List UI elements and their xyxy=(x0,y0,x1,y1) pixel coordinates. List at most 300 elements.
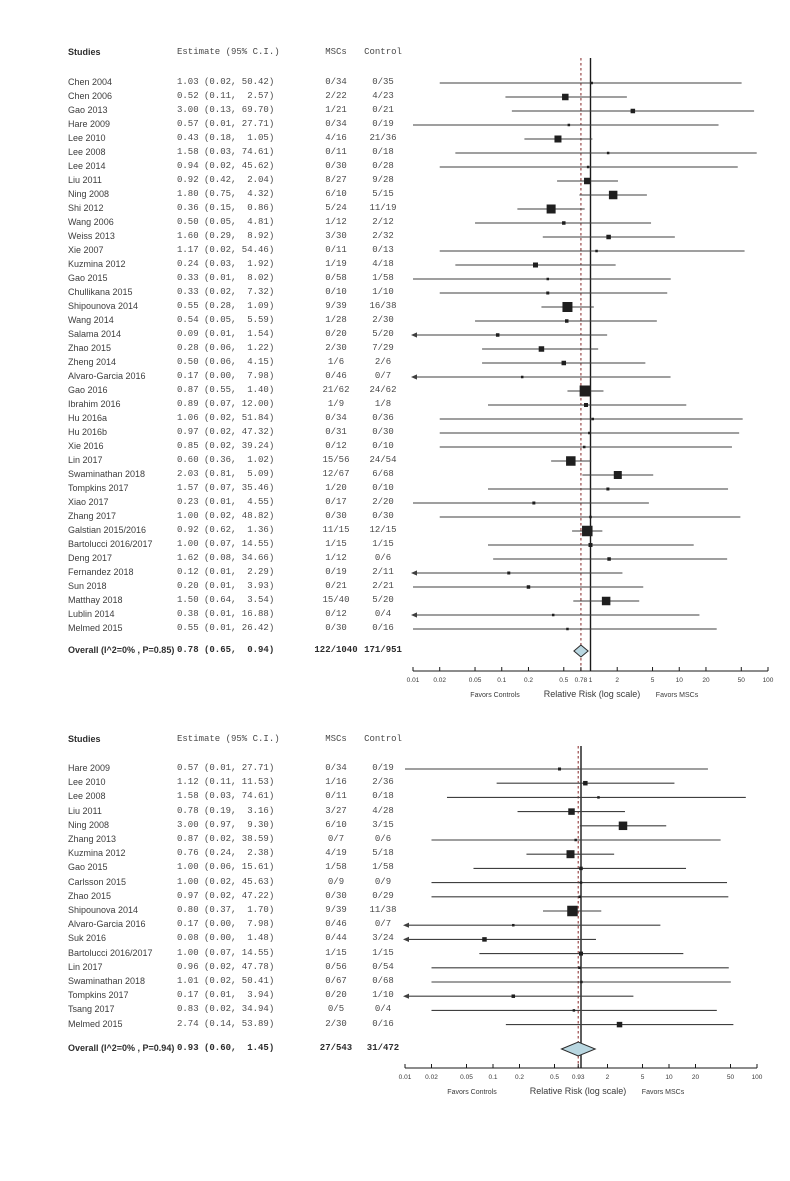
study-mscs: 1/21 xyxy=(325,105,347,115)
axis-label-favors-mscs: Favors MSCs xyxy=(655,692,699,699)
study-estimate: 0.50 (0.05, 4.81) xyxy=(177,217,275,227)
study-name: Ning 2008 xyxy=(68,189,110,199)
study-estimate: 1.58 (0.03, 74.61) xyxy=(177,147,275,157)
study-name: Hare 2009 xyxy=(68,119,111,129)
study-estimate: 3.00 (0.13, 69.70) xyxy=(177,105,275,115)
col-header-estimate: Estimate (95% C.I.) xyxy=(177,47,280,57)
study-estimate: 1.62 (0.08, 34.66) xyxy=(177,553,275,563)
study-mscs: 0/67 xyxy=(325,976,347,986)
study-estimate: 0.57 (0.01, 27.71) xyxy=(177,119,275,129)
study-estimate: 0.12 (0.01, 2.29) xyxy=(177,567,275,577)
study-estimate: 0.17 (0.01, 3.94) xyxy=(177,990,275,1001)
study-name: Weiss 2013 xyxy=(68,231,115,241)
study-estimate: 0.87 (0.55, 1.40) xyxy=(177,385,275,395)
study-estimate: 1.80 (0.75, 4.32) xyxy=(177,189,275,199)
study-estimate: 0.83 (0.02, 34.94) xyxy=(177,1004,275,1015)
study-control: 0/6 xyxy=(374,553,392,563)
effect-square xyxy=(512,924,515,927)
study-control: 1/15 xyxy=(372,947,394,958)
study-estimate: 3.00 (0.97, 9.30) xyxy=(177,819,275,830)
study-control: 1/10 xyxy=(372,287,394,297)
study-name: Sun 2018 xyxy=(68,581,107,591)
study-control: 0/16 xyxy=(372,623,394,633)
study-mscs: 1/15 xyxy=(325,947,347,958)
study-mscs: 1/12 xyxy=(325,553,347,563)
study-control: 0/18 xyxy=(372,791,394,802)
study-estimate: 1.58 (0.03, 74.61) xyxy=(177,791,275,802)
axis-tick-label: 2 xyxy=(605,1074,610,1081)
study-mscs: 3/27 xyxy=(325,805,347,816)
overall-mscs: 27/543 xyxy=(319,1043,353,1053)
study-control: 2/30 xyxy=(372,315,394,325)
study-control: 0/35 xyxy=(372,77,394,87)
study-name: Tompkins 2017 xyxy=(68,483,129,493)
study-name: Salama 2014 xyxy=(68,329,122,339)
study-estimate: 0.57 (0.01, 27.71) xyxy=(177,763,275,773)
study-mscs: 0/31 xyxy=(325,427,347,437)
effect-square xyxy=(617,1022,623,1028)
col-header-studies: Studies xyxy=(68,734,101,744)
axis-label-favors-controls: Favors Controls xyxy=(447,1089,497,1096)
study-control: 2/6 xyxy=(374,357,392,367)
study-mscs: 0/11 xyxy=(325,147,347,157)
study-mscs: 9/39 xyxy=(325,301,347,311)
study-estimate: 0.54 (0.05, 5.59) xyxy=(177,315,275,325)
study-name: Kuzmina 2012 xyxy=(68,848,126,859)
study-estimate: 1.12 (0.11, 11.53) xyxy=(177,777,275,788)
study-mscs: 12/67 xyxy=(322,469,350,479)
study-name: Alvaro-Garcia 2016 xyxy=(68,919,146,930)
study-estimate: 1.03 (0.02, 50.42) xyxy=(177,77,275,87)
study-name: Lee 2008 xyxy=(68,147,106,157)
study-control: 0/10 xyxy=(372,441,394,451)
overall-estimate: 0.78 (0.65, 0.94) xyxy=(177,645,275,655)
study-estimate: 0.52 (0.11, 2.57) xyxy=(177,91,275,101)
study-control: 1/10 xyxy=(372,990,394,1001)
study-control: 0/7 xyxy=(374,919,392,930)
overall-label: Overall (I^2=0% , P=0.94) xyxy=(68,1043,175,1053)
study-estimate: 2.03 (0.81, 5.09) xyxy=(177,469,275,479)
study-control: 0/30 xyxy=(372,511,394,521)
study-estimate: 1.17 (0.02, 54.46) xyxy=(177,245,275,255)
study-name: Lin 2017 xyxy=(68,961,103,972)
study-estimate: 0.20 (0.01, 3.93) xyxy=(177,581,275,591)
study-mscs: 1/58 xyxy=(325,862,347,873)
study-estimate: 0.76 (0.24, 2.38) xyxy=(177,848,275,859)
axis-tick-label: 0.1 xyxy=(497,677,507,684)
study-mscs: 9/39 xyxy=(325,905,347,915)
study-mscs: 1/6 xyxy=(327,357,345,367)
study-control: 2/21 xyxy=(372,581,394,591)
study-name: Bartolucci 2016/2017 xyxy=(68,539,153,549)
left-arrow-icon xyxy=(403,994,409,999)
effect-square xyxy=(568,808,575,815)
study-mscs: 6/10 xyxy=(325,189,347,199)
study-control: 3/24 xyxy=(372,933,394,944)
axis-tick-label: 10 xyxy=(665,1074,673,1081)
study-mscs: 0/19 xyxy=(325,567,347,577)
study-estimate: 0.97 (0.02, 47.22) xyxy=(177,890,275,901)
overall-mscs: 122/1040 xyxy=(314,645,358,655)
study-control: 1/58 xyxy=(372,273,394,283)
study-control: 0/10 xyxy=(372,483,394,493)
overall-diamond xyxy=(561,1042,595,1056)
study-mscs: 2/22 xyxy=(325,91,347,101)
study-control: 5/18 xyxy=(372,848,394,859)
study-mscs: 0/12 xyxy=(325,441,347,451)
study-mscs: 3/30 xyxy=(325,231,347,241)
axis-tick-label: 0.01 xyxy=(406,677,420,684)
study-control: 9/28 xyxy=(372,175,394,185)
overall-control: 171/951 xyxy=(364,645,402,655)
study-mscs: 0/5 xyxy=(327,1004,345,1015)
overall-estimate: 0.93 (0.60, 1.45) xyxy=(177,1043,275,1053)
study-mscs: 0/21 xyxy=(325,581,347,591)
study-estimate: 0.24 (0.03, 1.92) xyxy=(177,259,275,269)
axis-label-favors-mscs: Favors MSCs xyxy=(641,1089,685,1096)
study-mscs: 0/46 xyxy=(325,371,347,381)
study-name: Kuzmina 2012 xyxy=(68,259,126,269)
study-estimate: 1.00 (0.02, 48.82) xyxy=(177,511,275,521)
study-estimate: 0.78 (0.19, 3.16) xyxy=(177,805,275,816)
study-mscs: 21/62 xyxy=(322,385,350,395)
study-control: 12/15 xyxy=(369,525,397,535)
study-name: Chen 2006 xyxy=(68,91,113,101)
study-estimate: 1.50 (0.64, 3.54) xyxy=(177,595,275,605)
study-mscs: 0/58 xyxy=(325,273,347,283)
plot-graphics xyxy=(0,724,790,1106)
study-estimate: 0.33 (0.01, 8.02) xyxy=(177,273,275,283)
study-control: 5/15 xyxy=(372,189,394,199)
study-name: Bartolucci 2016/2017 xyxy=(68,947,153,958)
study-estimate: 0.33 (0.02, 7.32) xyxy=(177,287,275,297)
axis-label-relative-risk: Relative Risk (log scale) xyxy=(529,1086,627,1096)
study-mscs: 0/20 xyxy=(325,329,347,339)
study-control: 0/16 xyxy=(372,1018,394,1029)
col-header-control: Control xyxy=(364,734,402,744)
effect-square xyxy=(558,768,561,771)
study-control: 0/9 xyxy=(374,876,392,887)
study-control: 0/29 xyxy=(372,890,394,901)
study-mscs: 2/30 xyxy=(325,343,347,353)
study-mscs: 4/19 xyxy=(325,848,347,859)
study-control: 1/8 xyxy=(374,399,392,409)
study-control: 0/18 xyxy=(372,147,394,157)
study-name: Suk 2016 xyxy=(68,933,107,944)
study-name: Zhao 2015 xyxy=(68,890,112,901)
axis-tick-label: 0.5 xyxy=(549,1074,560,1081)
study-control: 7/29 xyxy=(372,343,394,353)
study-estimate: 0.92 (0.42, 2.04) xyxy=(177,175,275,185)
study-mscs: 1/19 xyxy=(325,259,347,269)
axis-tick-label: 0.02 xyxy=(425,1074,438,1081)
study-name: Lublin 2014 xyxy=(68,609,115,619)
study-name: Lin 2017 xyxy=(68,455,103,465)
col-header-estimate: Estimate (95% C.I.) xyxy=(177,734,280,744)
study-estimate: 0.09 (0.01, 1.54) xyxy=(177,329,275,339)
study-mscs: 0/34 xyxy=(325,763,347,773)
effect-square xyxy=(578,967,581,970)
study-estimate: 0.87 (0.02, 38.59) xyxy=(177,834,275,844)
study-control: 2/36 xyxy=(372,777,394,788)
study-mscs: 0/30 xyxy=(325,890,347,901)
study-estimate: 0.92 (0.62, 1.36) xyxy=(177,525,275,535)
study-name: Gao 2015 xyxy=(68,862,108,873)
study-name: Matthay 2018 xyxy=(68,595,123,605)
study-control: 6/68 xyxy=(372,469,394,479)
axis-tick-label: 100 xyxy=(751,1074,763,1081)
axis-tick-label: 0.05 xyxy=(468,677,482,684)
effect-square xyxy=(573,1009,576,1012)
study-mscs: 1/20 xyxy=(325,483,347,493)
study-estimate: 0.08 (0.00, 1.48) xyxy=(177,933,275,944)
study-name: Alvaro-Garcia 2016 xyxy=(68,371,146,381)
axis-tick-label: 0.1 xyxy=(488,1074,498,1081)
study-name: Lee 2008 xyxy=(68,791,106,802)
study-control: 11/38 xyxy=(369,905,397,915)
study-estimate: 1.01 (0.02, 50.41) xyxy=(177,976,275,986)
study-control: 0/7 xyxy=(374,371,392,381)
study-name: Gao 2013 xyxy=(68,105,108,115)
study-control: 11/19 xyxy=(369,203,397,213)
study-control: 0/19 xyxy=(372,763,394,773)
study-mscs: 0/30 xyxy=(325,511,347,521)
study-mscs: 6/10 xyxy=(325,819,347,830)
study-estimate: 0.80 (0.37, 1.70) xyxy=(177,905,275,915)
study-mscs: 8/27 xyxy=(325,175,347,185)
axis-tick-label: 2 xyxy=(615,677,620,684)
study-estimate: 0.23 (0.01, 4.55) xyxy=(177,497,275,507)
study-mscs: 0/11 xyxy=(325,245,347,255)
study-control: 24/62 xyxy=(369,385,397,395)
study-control: 0/30 xyxy=(372,427,394,437)
effect-square xyxy=(574,839,577,842)
axis-tick-label: 100 xyxy=(762,677,774,684)
axis-tick-label: 0.01 xyxy=(398,1074,412,1081)
study-control: 0/21 xyxy=(372,105,394,115)
effect-square xyxy=(567,906,578,917)
study-mscs: 0/30 xyxy=(325,161,347,171)
axis-label-relative-risk: Relative Risk (log scale) xyxy=(543,689,641,699)
study-name: Gao 2016 xyxy=(68,385,108,395)
study-estimate: 1.00 (0.02, 45.63) xyxy=(177,876,275,887)
study-control: 2/11 xyxy=(372,567,394,577)
study-name: Xie 2016 xyxy=(68,441,104,451)
study-mscs: 4/16 xyxy=(325,133,347,143)
effect-square xyxy=(567,850,575,858)
study-name: Hare 2009 xyxy=(68,763,111,773)
study-mscs: 0/17 xyxy=(325,497,347,507)
axis-tick-label: 0.2 xyxy=(514,1074,525,1081)
study-name: Wang 2014 xyxy=(68,315,114,325)
study-name: Swaminathan 2018 xyxy=(68,469,146,479)
left-arrow-icon xyxy=(403,937,409,942)
study-estimate: 1.00 (0.07, 14.55) xyxy=(177,947,275,958)
study-name: Lee 2014 xyxy=(68,161,106,171)
study-name: Lee 2010 xyxy=(68,777,106,788)
study-mscs: 15/56 xyxy=(322,455,350,465)
axis-tick-label: 20 xyxy=(702,677,710,684)
study-name: Chen 2004 xyxy=(68,77,113,87)
study-name: Ning 2008 xyxy=(68,819,110,830)
study-mscs: 0/46 xyxy=(325,919,347,930)
study-name: Shipounova 2014 xyxy=(68,301,139,311)
study-name: Tompkins 2017 xyxy=(68,990,129,1001)
study-control: 2/32 xyxy=(372,231,394,241)
study-control: 0/28 xyxy=(372,161,394,171)
study-name: Zhang 2017 xyxy=(68,511,117,521)
study-control: 2/12 xyxy=(372,217,394,227)
axis-tick-label: 0.2 xyxy=(523,677,533,684)
study-estimate: 0.60 (0.36, 1.02) xyxy=(177,455,275,465)
axis-tick-label: 0.02 xyxy=(433,677,447,684)
study-control: 0/36 xyxy=(372,413,394,423)
study-name: Hu 2016a xyxy=(68,413,108,423)
study-estimate: 0.36 (0.15, 0.86) xyxy=(177,203,275,213)
study-mscs: 1/16 xyxy=(325,777,347,788)
effect-square xyxy=(579,952,583,956)
study-estimate: 0.94 (0.02, 45.62) xyxy=(177,161,275,171)
axis-tick-label: 20 xyxy=(691,1074,700,1081)
effect-square xyxy=(579,896,582,899)
study-estimate: 1.57 (0.07, 35.46) xyxy=(177,483,275,493)
study-control: 5/20 xyxy=(372,595,394,605)
study-name: Xie 2007 xyxy=(68,245,104,255)
study-mscs: 2/30 xyxy=(325,1018,347,1029)
study-name: Zhang 2013 xyxy=(68,834,117,844)
study-name: Fernandez 2018 xyxy=(68,567,134,577)
study-mscs: 15/40 xyxy=(322,595,350,605)
study-estimate: 0.17 (0.00, 7.98) xyxy=(177,371,275,381)
axis-label-favors-controls: Favors Controls xyxy=(470,692,520,699)
study-name: Wang 2006 xyxy=(68,217,114,227)
study-mscs: 1/12 xyxy=(325,217,347,227)
axis-tick-label: 5 xyxy=(640,1074,645,1081)
study-name: Zhao 2015 xyxy=(68,343,112,353)
study-estimate: 0.38 (0.01, 16.88) xyxy=(177,609,275,619)
col-header-studies: Studies xyxy=(68,47,101,57)
study-mscs: 0/30 xyxy=(325,623,347,633)
study-estimate: 0.43 (0.18, 1.05) xyxy=(177,133,275,143)
study-estimate: 2.74 (0.14, 53.89) xyxy=(177,1018,275,1029)
study-mscs: 1/15 xyxy=(325,539,347,549)
study-estimate: 1.00 (0.06, 15.61) xyxy=(177,862,275,873)
study-name: Melmed 2015 xyxy=(68,1018,123,1029)
study-estimate: 1.06 (0.02, 51.84) xyxy=(177,413,275,423)
col-header-control: Control xyxy=(364,47,402,57)
study-name: Carlsson 2015 xyxy=(68,876,127,887)
axis-tick-label: 0.78 xyxy=(574,677,588,684)
overall-control: 31/472 xyxy=(366,1043,400,1053)
study-name: Tsang 2017 xyxy=(68,1004,115,1015)
study-control: 0/19 xyxy=(372,119,394,129)
study-estimate: 0.97 (0.02, 47.32) xyxy=(177,427,275,437)
study-control: 1/15 xyxy=(372,539,394,549)
study-control: 4/28 xyxy=(372,805,394,816)
axis-tick-label: 10 xyxy=(675,677,683,684)
study-control: 0/4 xyxy=(374,1004,392,1015)
study-name: Ibrahim 2016 xyxy=(68,399,121,409)
study-mscs: 0/20 xyxy=(325,990,347,1001)
study-name: Swaminathan 2018 xyxy=(68,976,146,986)
effect-square xyxy=(580,981,583,984)
study-mscs: 0/34 xyxy=(325,413,347,423)
study-mscs: 0/9 xyxy=(327,876,345,887)
study-control: 16/38 xyxy=(369,301,397,311)
study-mscs: 0/10 xyxy=(325,287,347,297)
study-estimate: 0.55 (0.01, 26.42) xyxy=(177,623,275,633)
study-name: Melmed 2015 xyxy=(68,623,123,633)
study-control: 0/4 xyxy=(374,609,392,619)
study-name: Xiao 2017 xyxy=(68,497,109,507)
study-estimate: 0.50 (0.06, 4.15) xyxy=(177,357,275,367)
study-name: Lee 2010 xyxy=(68,133,106,143)
study-control: 3/15 xyxy=(372,819,394,830)
effect-square xyxy=(579,867,583,871)
study-mscs: 0/34 xyxy=(325,119,347,129)
study-control: 2/20 xyxy=(372,497,394,507)
study-name: Zheng 2014 xyxy=(68,357,117,367)
study-estimate: 0.17 (0.00, 7.98) xyxy=(177,919,275,930)
study-mscs: 0/44 xyxy=(325,933,347,944)
axis-tick-label: 50 xyxy=(726,1074,735,1081)
study-control: 0/68 xyxy=(372,976,394,986)
axis-tick-label: 0.05 xyxy=(460,1074,473,1081)
study-estimate: 0.55 (0.28, 1.09) xyxy=(177,301,275,311)
study-mscs: 1/28 xyxy=(325,315,347,325)
effect-square xyxy=(580,881,583,884)
study-name: Shipounova 2014 xyxy=(68,905,139,915)
axis-tick-label: 1 xyxy=(588,677,593,684)
study-estimate: 0.96 (0.02, 47.78) xyxy=(177,961,275,972)
study-name: Galstian 2015/2016 xyxy=(68,525,147,535)
study-control: 0/6 xyxy=(374,834,392,844)
study-estimate: 1.00 (0.07, 14.55) xyxy=(177,539,275,549)
study-name: Liu 2011 xyxy=(68,175,102,185)
axis-tick-label: 0.93 xyxy=(571,1074,585,1081)
axis-tick-label: 50 xyxy=(737,677,745,684)
study-mscs: 0/12 xyxy=(325,609,347,619)
study-control: 1/58 xyxy=(372,862,394,873)
axis-tick-label: 5 xyxy=(650,677,655,684)
left-arrow-icon xyxy=(403,923,409,928)
study-estimate: 1.60 (0.29, 8.92) xyxy=(177,231,275,241)
effect-square xyxy=(512,994,516,998)
study-estimate: 0.85 (0.02, 39.24) xyxy=(177,441,275,451)
study-control: 4/23 xyxy=(372,91,394,101)
effect-square xyxy=(482,937,487,942)
study-mscs: 0/7 xyxy=(327,834,345,844)
study-estimate: 0.89 (0.07, 12.00) xyxy=(177,399,275,409)
overall-label: Overall (I^2=0% , P=0.85) xyxy=(68,645,175,655)
study-name: Hu 2016b xyxy=(68,427,108,437)
study-mscs: 0/11 xyxy=(325,791,347,802)
study-control: 5/20 xyxy=(372,329,394,339)
study-control: 4/18 xyxy=(372,259,394,269)
study-name: Chullikana 2015 xyxy=(68,287,133,297)
study-name: Shi 2012 xyxy=(68,203,104,213)
study-name: Gao 2015 xyxy=(68,273,108,283)
effect-square xyxy=(597,796,600,799)
study-mscs: 11/15 xyxy=(322,525,350,535)
study-mscs: 0/56 xyxy=(325,961,347,972)
effect-square xyxy=(583,781,588,786)
study-mscs: 5/24 xyxy=(325,203,347,213)
effect-square xyxy=(619,822,628,831)
study-mscs: 0/34 xyxy=(325,77,347,87)
study-control: 0/54 xyxy=(372,961,394,972)
study-name: Deng 2017 xyxy=(68,553,113,563)
